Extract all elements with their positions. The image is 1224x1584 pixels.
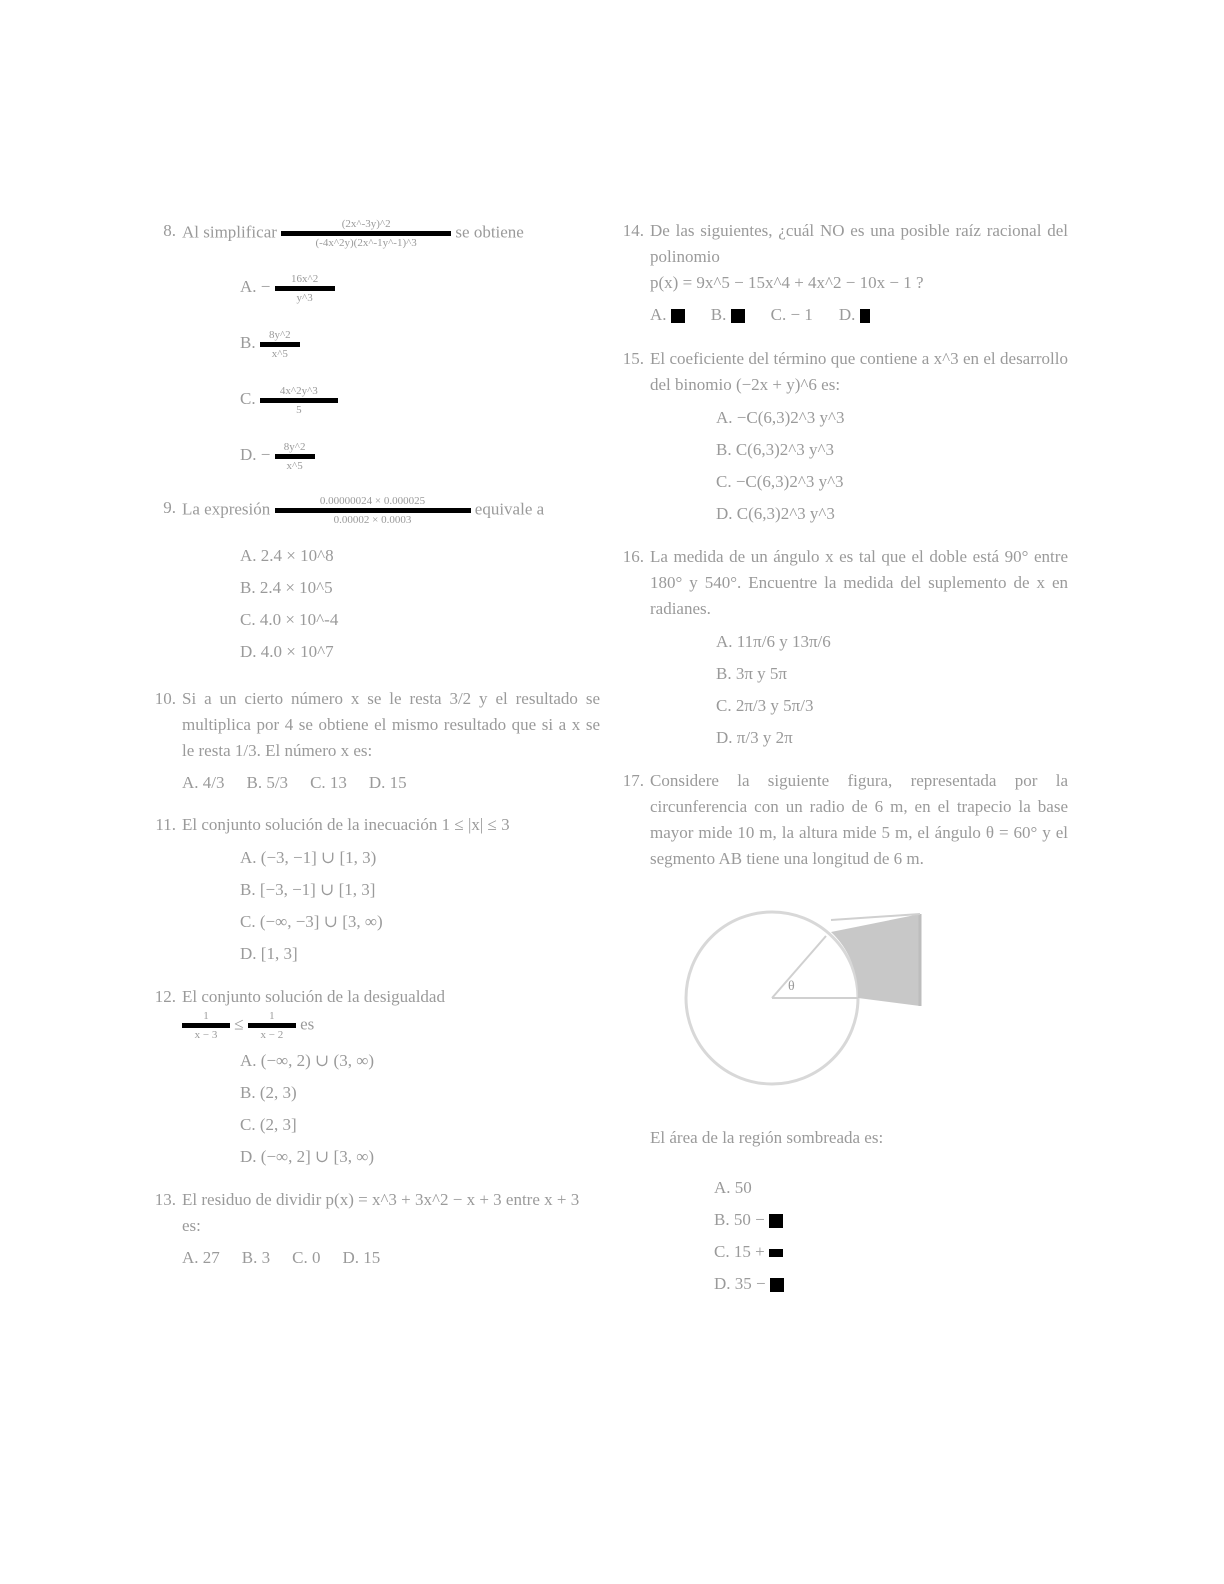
question-10	[148, 686, 600, 796]
option-c[interactable]: C. 0	[292, 1248, 321, 1267]
question-9	[148, 495, 600, 668]
option-sign: −	[260, 445, 271, 464]
option-label: C. 15 +	[714, 1242, 765, 1261]
option-label: B. 50 −	[714, 1210, 765, 1229]
option-d[interactable]	[240, 427, 600, 483]
question-number: 10.	[154, 689, 176, 708]
option-b[interactable]: B. 2.4 × 10^5	[240, 578, 333, 597]
option-c[interactable]: C. 2π/3 y 5π/3	[716, 696, 814, 715]
options-list	[240, 540, 600, 668]
option-c[interactable]	[714, 1236, 1068, 1268]
question-14	[616, 218, 1068, 328]
option-a[interactable]	[650, 302, 685, 328]
option-b[interactable]: B. 3π y 5π	[716, 664, 788, 683]
option-a[interactable]: A. 4/3	[182, 773, 225, 792]
option-a[interactable]: A. −C(6,3)2^3 y^3	[716, 408, 845, 427]
question-13	[148, 1187, 600, 1271]
question-text: La medida de un ángulo x es tal que el doble está 90° entre 180° y 540°. Encuentre la medida del suplemento de x en radianes.	[650, 547, 1068, 618]
question-text: La expresión	[182, 499, 271, 519]
option-d[interactable]: D. 15	[368, 773, 407, 792]
question-number: 16.	[622, 547, 644, 566]
option-c[interactable]: C. −C(6,3)2^3 y^3	[716, 472, 844, 491]
option-letter: C.	[240, 389, 256, 408]
fraction-numerator: 1	[269, 1010, 275, 1022]
fraction-denominator: x^5	[286, 459, 303, 472]
fraction-denominator: x − 2	[260, 1029, 284, 1041]
question-text: El coeficiente del término que contiene a x^3 en el desarrollo del binomio (−2x + y)^6 es:	[650, 349, 1068, 394]
question-text: Si a un cierto número x se le resta 3/2 y el resultado se multiplica por 4 se obtiene el mismo resultado que si a x se le resta 1/3. El número x es:	[182, 689, 600, 760]
question-number: 12.	[154, 987, 176, 1006]
options-list	[240, 1045, 600, 1173]
option-letter: D.	[838, 305, 856, 324]
option-a[interactable]: A. 2.4 × 10^8	[240, 546, 334, 565]
options-list	[716, 626, 1068, 754]
option-fraction	[275, 441, 315, 472]
option-c[interactable]	[240, 371, 600, 427]
option-d[interactable]: D. [1, 3]	[240, 944, 298, 963]
option-d[interactable]: D. (−∞, 2] ∪ [3, ∞)	[240, 1147, 374, 1166]
question-number: 11.	[155, 815, 176, 834]
fraction-glyph	[860, 309, 870, 323]
fraction-glyph	[671, 309, 685, 323]
shaded-region	[831, 914, 920, 1006]
fraction-numerator: 0.00000024 × 0.000025	[319, 495, 426, 507]
angle-label: θ	[788, 979, 795, 994]
option-d[interactable]: D. π/3 y 2π	[716, 728, 793, 747]
fraction-denominator: x − 3	[194, 1029, 218, 1041]
question-8	[148, 218, 600, 483]
option-a[interactable]: A. (−3, −1] ∪ [1, 3)	[240, 848, 377, 867]
circle-trapezoid-figure	[676, 898, 936, 1098]
option-fraction	[260, 385, 338, 416]
question-text-tail: se obtiene	[455, 222, 524, 242]
option-sign: −	[260, 277, 271, 296]
option-c[interactable]: C. − 1	[770, 305, 813, 324]
fraction-numerator: (2x^-3y)^2	[341, 218, 391, 230]
right-column	[616, 218, 1068, 1300]
option-d[interactable]: D. 15	[342, 1248, 381, 1267]
question-17	[616, 768, 1068, 872]
question-number: 8.	[163, 221, 176, 240]
option-letter: A.	[650, 305, 667, 324]
fraction-denominator: 0.00002 × 0.0003	[333, 514, 412, 526]
question-text: El residuo de dividir p(x) = x^3 + 3x^2 − x + 3 entre x + 3 es:	[182, 1190, 580, 1235]
question-15	[616, 346, 1068, 530]
fraction-numerator: 1	[203, 1010, 209, 1022]
fraction-denominator: x^5	[271, 347, 288, 360]
question-text: De las siguientes, ¿cuál NO es una posible raíz racional del polinomio	[650, 221, 1068, 266]
radius-angled	[772, 936, 826, 998]
option-letter: B.	[710, 305, 727, 324]
fraction-denominator: 5	[296, 403, 302, 416]
option-d[interactable]	[714, 1268, 1068, 1300]
math-glyph	[769, 1249, 783, 1257]
question-12	[148, 984, 600, 1173]
option-d[interactable]	[839, 302, 870, 328]
option-letter: B.	[240, 333, 256, 352]
option-d[interactable]: D. 4.0 × 10^7	[240, 642, 334, 661]
fraction-numerator: 16x^2	[291, 272, 319, 285]
question-number: 14.	[622, 221, 644, 240]
inequality-relation: ≤	[234, 1014, 244, 1034]
option-fraction	[260, 329, 300, 360]
fraction-glyph	[731, 309, 745, 323]
option-a[interactable]: A. (−∞, 2) ∪ (3, ∞)	[240, 1051, 374, 1070]
fraction-numerator: 8y^2	[283, 440, 306, 453]
inequality-tail: es	[300, 1014, 315, 1034]
options-row	[182, 770, 600, 796]
math-glyph	[770, 1278, 784, 1292]
question-16	[616, 544, 1068, 754]
option-b[interactable]: B. 3	[241, 1248, 271, 1267]
question-fraction	[281, 218, 451, 249]
inequality	[182, 1010, 600, 1041]
question-number: 15.	[622, 349, 644, 368]
option-b[interactable]: B. C(6,3)2^3 y^3	[716, 440, 834, 459]
inequality-right-fraction	[248, 1010, 296, 1041]
option-c[interactable]: C. (2, 3]	[240, 1115, 297, 1134]
option-d[interactable]: D. C(6,3)2^3 y^3	[716, 504, 835, 523]
option-c[interactable]: C. (−∞, −3] ∪ [3, ∞)	[240, 912, 383, 931]
option-c[interactable]: C. 4.0 × 10^-4	[240, 610, 339, 629]
question-text: Considere la siguiente figura, representada por la circunferencia con un radio de 6 m, en el trapecio la base mayor mide 10 m, la altura mide 5 m, el ángulo θ = 60° y el segmento AB tiene una longitud de 6 m.	[650, 771, 1068, 868]
inequality-left-fraction	[182, 1010, 230, 1041]
option-label: D. 35 −	[714, 1274, 766, 1293]
question-number: 9.	[163, 498, 176, 517]
options-list	[240, 842, 600, 970]
option-a[interactable]	[240, 259, 600, 315]
question-text: El conjunto solución de la desigualdad	[182, 987, 445, 1006]
options-list	[716, 402, 1068, 530]
fraction-denominator: y^3	[296, 291, 313, 304]
option-letter: A.	[240, 277, 257, 296]
question-text-tail: equivale a	[474, 499, 545, 519]
option-a[interactable]: A. 27	[182, 1248, 220, 1267]
options-row	[650, 302, 1068, 328]
fraction-numerator: 8y^2	[269, 328, 291, 341]
option-label: A. 50	[714, 1178, 752, 1197]
option-c[interactable]: C. 13	[310, 773, 347, 792]
fraction-numerator: 4x^2y^3	[279, 384, 318, 397]
option-b[interactable]: B. [−3, −1] ∪ [1, 3]	[240, 880, 376, 899]
question-fraction	[275, 495, 471, 526]
polynomial: p(x) = 9x^5 − 15x^4 + 4x^2 − 10x − 1 ?	[650, 273, 924, 292]
left-column	[148, 218, 600, 1283]
option-letter: D.	[240, 445, 257, 464]
option-letter: C.	[770, 305, 787, 324]
option-fraction	[275, 273, 335, 304]
options-list	[714, 1172, 1068, 1300]
option-b[interactable]	[711, 302, 745, 328]
fraction-denominator: (-4x^2y)(2x^-1y^-1)^3	[315, 237, 417, 249]
area-question-statement: El área de la región sombreada es:	[650, 1128, 884, 1147]
option-b[interactable]: B. (2, 3)	[240, 1083, 297, 1102]
question-11	[148, 812, 600, 970]
options-list	[240, 259, 600, 483]
question-number: 13.	[154, 1190, 176, 1209]
option-a[interactable]	[714, 1172, 1068, 1204]
question-number: 17.	[622, 771, 644, 790]
option-b[interactable]	[240, 315, 600, 371]
math-glyph	[769, 1214, 783, 1228]
option-a[interactable]: A. 11π/6 y 13π/6	[716, 632, 831, 651]
question-text: El conjunto solución de la inecuación 1 ≤ |x| ≤ 3	[182, 815, 510, 834]
options-row	[182, 1245, 600, 1271]
option-b[interactable]	[714, 1204, 1068, 1236]
option-value: 1	[804, 305, 813, 324]
option-b[interactable]: B. 5/3	[246, 773, 289, 792]
question-text: Al simplificar	[182, 222, 277, 242]
